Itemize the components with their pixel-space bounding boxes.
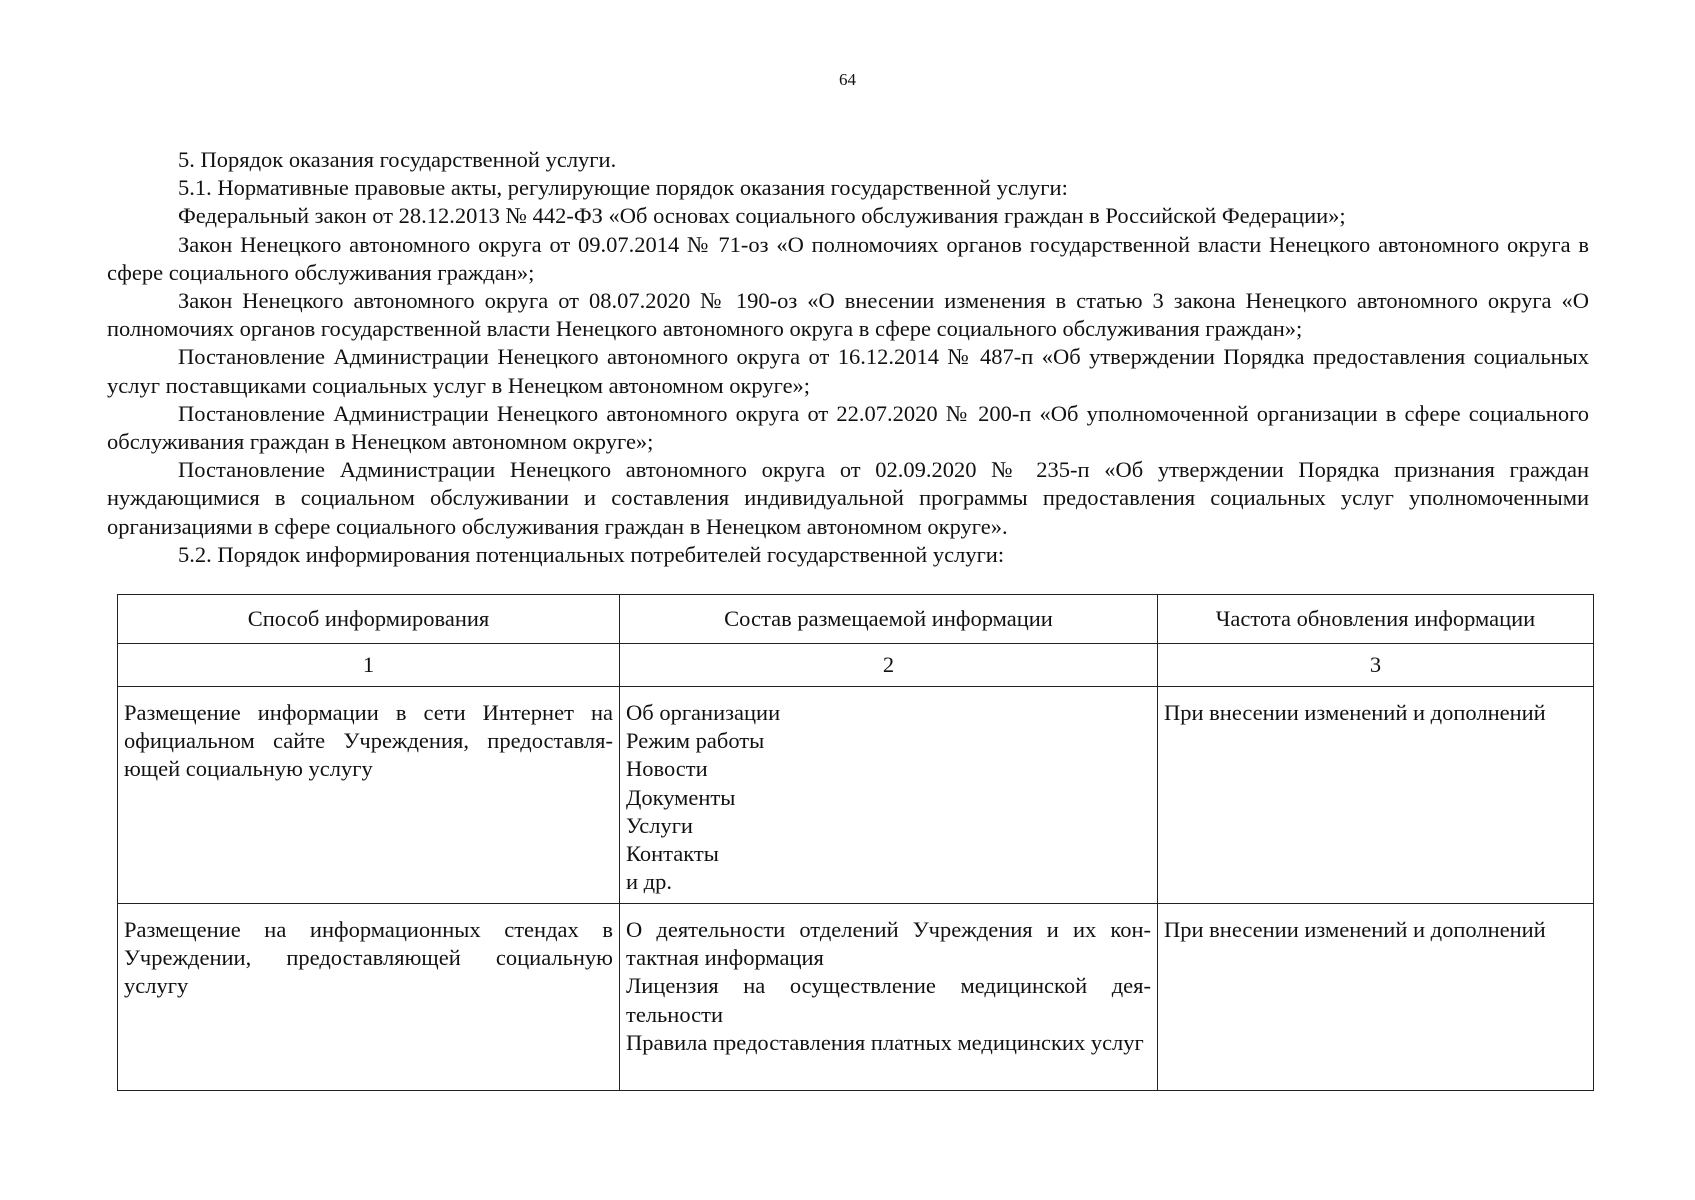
column-number-row (118, 644, 1594, 687)
column-number: 2 (620, 644, 1158, 687)
legal-act-paragraph: Закон Ненецкого автономного округа от 09.07.2014 № 71-оз «О полномочиях органов государственной власти Ненецкого автономного округа в сфере социального обслуживания граждан»; (107, 231, 1589, 285)
method-cell: Размещение информации в сети Интернет на официальном сайте Учреждения, предоставля-ющей социальную услугу (118, 687, 620, 904)
section-heading: 5. Порядок оказания государственной услуги. (178, 147, 617, 172)
information-table (117, 594, 1594, 1091)
content-line: Режим работы (626, 728, 765, 754)
frequency-cell: При внесении изменений и дополнений (1158, 904, 1594, 1091)
legal-act-paragraph: Постановление Администрации Ненецкого автономного округа от 16.12.2014 № 487-п «Об утверждении Порядка предоставления социальных услуг поставщиками социальных услуг в Ненецком автономном округе»; (107, 344, 1589, 398)
content-line: Лицензия на осуществление медицинской дея-тельности (626, 973, 1151, 1027)
subsection-heading-5-2: 5.2. Порядок информирования потенциальных потребителей государственной услуги: (178, 541, 1005, 567)
header-content: Состав размещаемой информации (620, 595, 1158, 644)
header-frequency: Частота обновления информации (1158, 595, 1594, 644)
content-line: и др. (626, 869, 672, 895)
legal-act-paragraph: Постановление Администрации Ненецкого автономного округа от 22.07.2020 № 200-п «Об уполномоченной организации в сфере социального обслуживания граждан в Ненецком автономном округе»; (107, 400, 1589, 455)
frequency-cell: При внесении изменений и дополнений (1158, 687, 1594, 904)
content-line: Документы (626, 784, 736, 810)
content-line: Об организации (626, 700, 781, 725)
column-number: 3 (1158, 644, 1594, 687)
document-body (107, 146, 1589, 569)
content-cell (620, 904, 1158, 1091)
column-number: 1 (118, 644, 620, 687)
table-header-row (118, 595, 1594, 644)
table-row (118, 687, 1594, 904)
content-line: О деятельности отделений Учреждения и их кон-тактная информация (626, 917, 1151, 971)
content-line: Новости (626, 756, 708, 782)
legal-act-paragraph: Федеральный закон от 28.12.2013 № 442-ФЗ «Об основах социального обслуживания граждан в Российской Федерации»; (178, 203, 1346, 229)
content-line: Услуги (626, 812, 693, 838)
legal-act-paragraph: Постановление Администрации Ненецкого автономного округа от 02.09.2020 № 235-п «Об утверждении Порядка признания граждан нуждающимися в социальном обслуживании и составления индивидуальной программы предоставления социальных услуг уполномоченными организациями в сфере социального обслуживания граждан в Ненецком автономном округе». (107, 457, 1589, 539)
content-line: Правила предоставления платных медицинских услуг (626, 1029, 1144, 1055)
content-cell (620, 687, 1158, 904)
method-cell: Размещение на информационных стендах в Учреждении, предоставляющей социальную услугу (118, 904, 620, 1091)
table-row (118, 904, 1594, 1091)
content-line: Контакты (626, 841, 719, 867)
page-number: 64 (839, 70, 856, 89)
header-method: Способ информирования (118, 595, 620, 644)
legal-act-paragraph: Закон Ненецкого автономного округа от 08.07.2020 № 190-оз «О внесении изменения в статью 3 закона Ненецкого автономного округа «О полномочиях органов государственной власти Ненецкого автономного округа в сфере социального обслуживания граждан»; (107, 288, 1589, 342)
subsection-heading-5-1: 5.1. Нормативные правовые акты, регулирующие порядок оказания государственной услуги: (178, 175, 1068, 201)
